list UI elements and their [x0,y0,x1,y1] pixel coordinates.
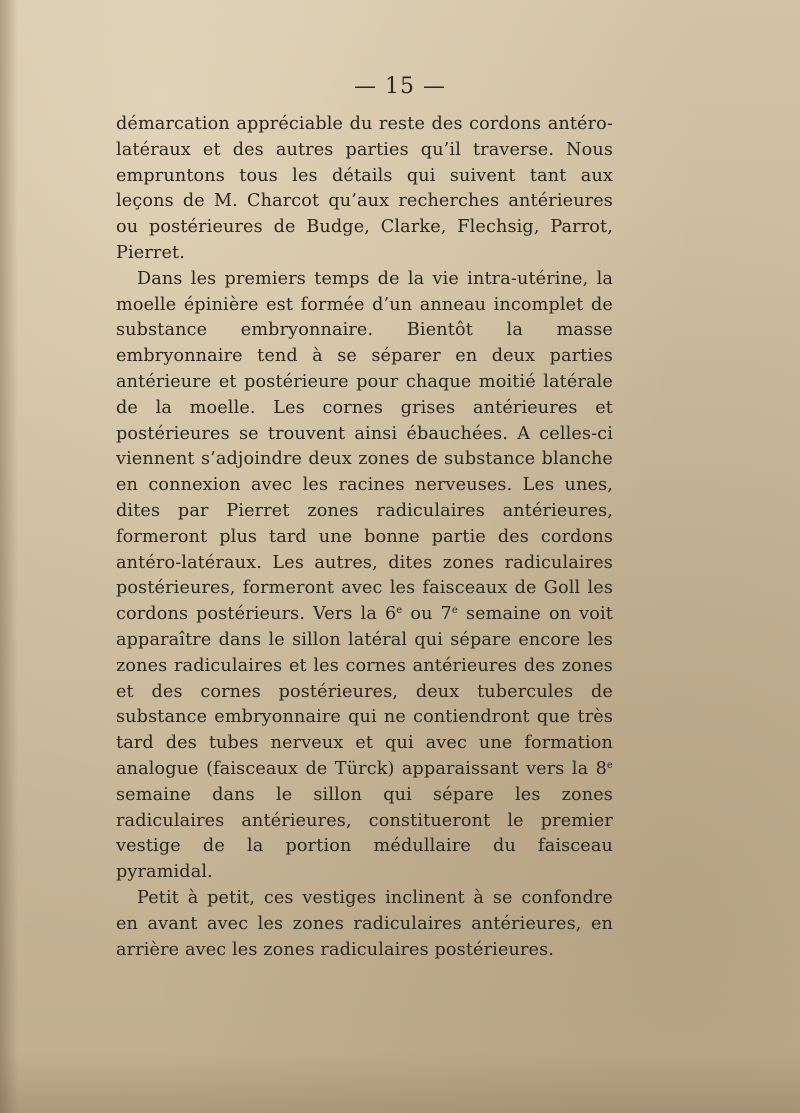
page-bottom-shadow [0,1053,800,1113]
paragraph-2-part-1: Dans les premiers temps de la vie intra-utérine, la moelle épinière est formée d’un anneau incomplet de substance embryonnaire. Bientôt la masse embryonnaire tend à se séparer en deux parties antérieure et postérieure pour chaque moitié latérale de la moelle. Les cornes grises antérieures et postérieures se trouvent ainsi ébauchées. A celles-ci viennent s’adjoindre deux zones de substance blanche en connexion avec les racines nerveuses. Les unes, dites par Pierret zones radiculaires antérieures, formeront plus tard une bonne partie des cordons antéro-latéraux. Les autres, dites zones radiculaires postérieures, formeront avec les faisceaux de Goll les cordons postérieurs. Vers la 6 [116,268,613,625]
superscript-e: e [396,605,403,617]
page-edge-shadow [0,0,18,1113]
body-text [116,112,613,963]
paragraph-2-part-2: ou 7 [402,604,452,625]
paragraph-2 [116,267,613,886]
paragraph-3: Petit à petit, ces vestiges inclinent à se confondre en avant avec les zones radiculaires antérieures, en arrière avec les zones radiculaires postérieures. [116,887,613,960]
page-number: — 15 — [354,74,446,99]
paragraph-1: démarcation appréciable du reste des cordons antéro-latéraux et des autres parties qu’il traverse. Nous empruntons tous les détails qui suivent tant aux leçons de M. Charcot qu’aux recherches antérieures ou postérieures de Budge, Clarke, Flechsig, Parrot, Pierret. [116,114,613,263]
superscript-e: e [451,605,458,617]
paragraph-2-part-4: semaine dans le sillon qui sépare les zones radiculaires antérieures, constitueront le premier vestige de la portion médullaire du faisceau pyramidal. [116,784,613,883]
superscript-e: e [606,759,613,771]
paragraph-2-part-3: semaine on voit apparaître dans le sillon latéral qui sépare encore les zones radiculaires et les cornes antérieures des zones et des cornes postérieures, deux tubercules de substance embryonnaire qui ne contiendront que très tard des tubes nerveux et qui avec une formation analogue (faisceaux de Türck) apparaissant vers la 8 [116,604,613,779]
